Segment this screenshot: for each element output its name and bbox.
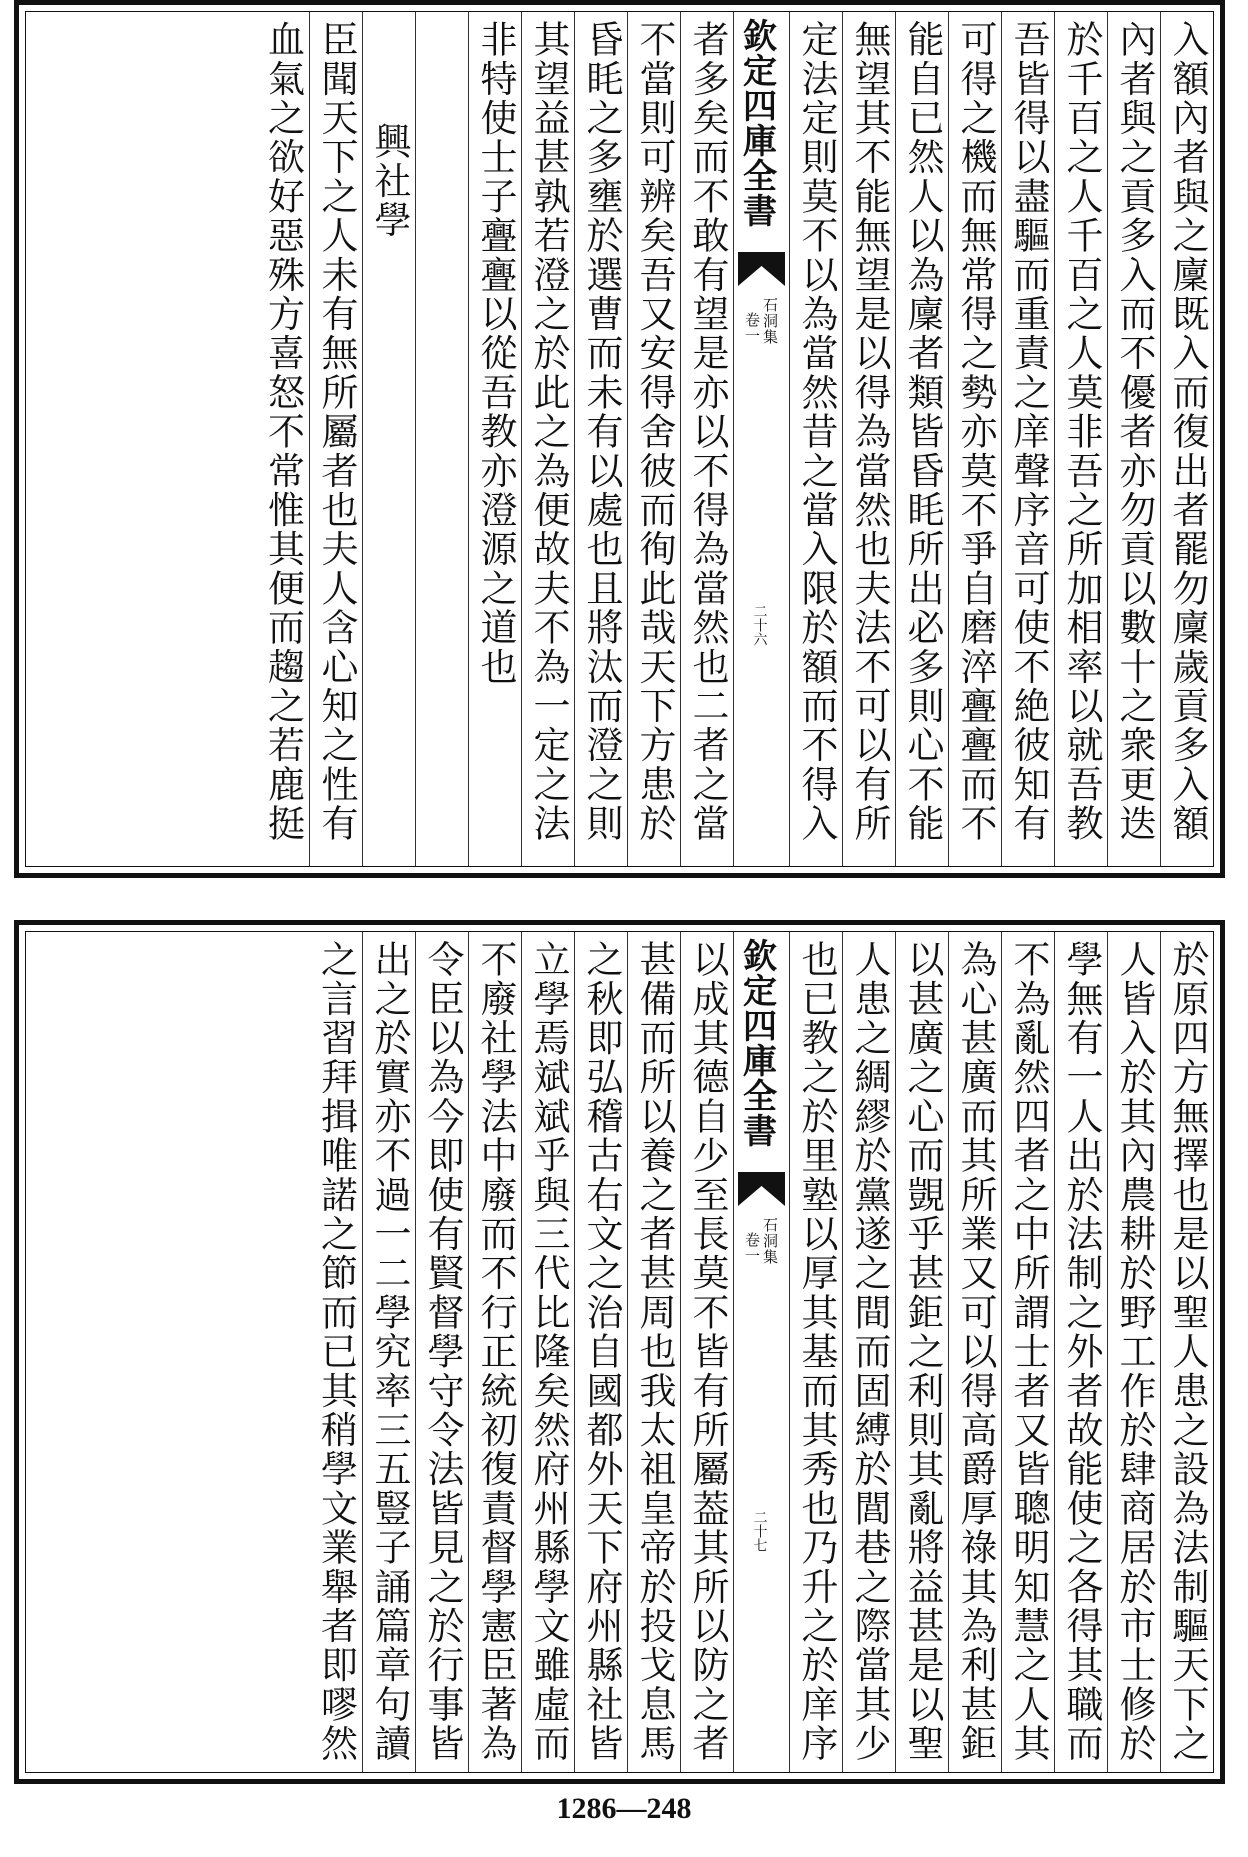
column-text: 不廢社學法中廢而不行正統初復責督學憲臣著為 bbox=[474, 940, 517, 1764]
text-column bbox=[521, 12, 574, 866]
column-text: 以成其德自少至長莫不皆有所屬葢其所以防之者 bbox=[686, 940, 729, 1764]
column-text: 臣聞天下之人未有無所屬者也夫人含心知之性有 bbox=[315, 20, 358, 844]
text-column bbox=[309, 12, 362, 866]
column-text: 定法定則莫不以為當然昔之當入限於額而不得入 bbox=[795, 20, 838, 844]
text-column bbox=[415, 932, 468, 1772]
text-column bbox=[789, 932, 842, 1772]
column-text: 為心甚廣而其所業又可以得高爵厚祿其為利甚鉅 bbox=[954, 940, 997, 1764]
bottom-page-frame bbox=[25, 931, 1214, 1773]
banner-page-number: 二十七 bbox=[751, 1510, 768, 1552]
center-banner bbox=[733, 932, 789, 1772]
text-column bbox=[1001, 12, 1054, 866]
text-column bbox=[1054, 12, 1107, 866]
column-text: 者多矣而不敢有望是亦以不得為當然也二者之當 bbox=[686, 20, 729, 844]
text-column bbox=[680, 932, 733, 1772]
column-text: 入額內者與之廩既入而復出者罷勿廩歲貢多入額 bbox=[1166, 20, 1209, 844]
banner-page-number: 二十六 bbox=[751, 604, 768, 646]
text-column bbox=[948, 12, 1001, 866]
text-column bbox=[1001, 932, 1054, 1772]
center-banner bbox=[733, 12, 789, 866]
column-text: 血氣之欲好惡殊方喜怒不常惟其便而趨之若鹿挺 bbox=[261, 20, 305, 844]
column-text: 之言習拜揖唯諾之節而已其稍學文業舉者即嘐然 bbox=[314, 940, 358, 1764]
text-column bbox=[680, 12, 733, 866]
column-text: 以甚廣之心而覬乎甚鉅之利則其亂將益甚是以聖 bbox=[901, 940, 944, 1764]
fishtail-mark-icon bbox=[738, 1172, 785, 1206]
footer-page-code: 1286—248 bbox=[556, 1792, 692, 1825]
text-column bbox=[362, 12, 415, 866]
text-column bbox=[468, 12, 521, 866]
column-text: 不為亂然四者之中所謂士者又皆聰明知慧之人其 bbox=[1007, 940, 1050, 1764]
text-column bbox=[468, 932, 521, 1772]
column-text: 人患之綢繆於黨遂之間而固縛於閭巷之際當其少 bbox=[848, 940, 891, 1764]
top-page-frame bbox=[25, 11, 1214, 867]
column-text: 也已教之於里塾以厚其基而其秀也乃升之於庠序 bbox=[795, 940, 838, 1764]
text-column bbox=[895, 932, 948, 1772]
column-text: 內者與之貢多入而不優者亦勿貢以數十之衆更迭 bbox=[1113, 20, 1156, 844]
text-column bbox=[1160, 12, 1213, 866]
banner-title: 欽定四庫全書 bbox=[736, 938, 777, 1148]
text-column bbox=[1107, 932, 1160, 1772]
banner-volume: 卷一 bbox=[743, 312, 761, 344]
column-text: 吾皆得以盡驅而重責之庠聲序音可使不絶彼知有 bbox=[1007, 20, 1050, 844]
column-text: 其望益甚孰若澄之於此之為便故夫不為一定之法 bbox=[527, 20, 570, 844]
text-column bbox=[574, 12, 627, 866]
text-column bbox=[842, 12, 895, 866]
column-text: 出之於實亦不過一二學究率三五豎子誦篇章句讀 bbox=[368, 940, 411, 1764]
text-column bbox=[895, 12, 948, 866]
column-text: 於千百之人千百之人莫非吾之所加相率以就吾教 bbox=[1060, 20, 1103, 844]
text-column bbox=[789, 12, 842, 866]
blank-column bbox=[415, 12, 468, 866]
banner-collection: 石洞集 bbox=[761, 1217, 779, 1265]
text-column bbox=[309, 932, 362, 1772]
column-text: 非特使士子亹亹以從吾教亦澄源之道也 bbox=[474, 20, 517, 687]
text-column bbox=[362, 932, 415, 1772]
text-column bbox=[1054, 932, 1107, 1772]
fishtail-mark-icon bbox=[738, 252, 785, 286]
column-text: 不當則可辨矣吾又安得舍彼而徇此哉天下方患於 bbox=[633, 20, 676, 844]
column-text: 昏眊之多壅於選曹而未有以處也且將汰而澄之則 bbox=[580, 20, 623, 844]
banner-title: 欽定四庫全書 bbox=[736, 18, 777, 228]
text-column bbox=[1107, 12, 1160, 866]
column-text: 於原四方無擇也是以聖人患之設為法制驅天下之 bbox=[1166, 940, 1209, 1764]
section-heading: 興社學 bbox=[368, 122, 411, 240]
banner-collection: 石洞集 bbox=[761, 297, 779, 345]
column-text: 學無有一人出於法制之外者故能使之各得其職而 bbox=[1060, 940, 1103, 1764]
text-column bbox=[948, 932, 1001, 1772]
text-column bbox=[1160, 932, 1213, 1772]
text-column bbox=[521, 932, 574, 1772]
column-text: 立學焉斌斌乎與三代比隆矣然府州縣學文雖虛而 bbox=[527, 940, 570, 1764]
top-page bbox=[14, 0, 1225, 878]
column-text: 之秋即弘稽古右文之治自國都外天下府州縣社皆 bbox=[580, 940, 623, 1764]
bottom-page bbox=[14, 920, 1225, 1784]
column-text: 甚備而所以養之者甚周也我太祖皇帝於投戈息馬 bbox=[633, 940, 676, 1764]
text-column bbox=[627, 12, 680, 866]
column-text: 無望其不能無望是以得為當然也夫法不可以有所 bbox=[848, 20, 891, 844]
column-text: 可得之機而無常得之勢亦莫不爭自磨淬亹亹而不 bbox=[954, 20, 997, 844]
column-text: 令臣以為今即使有賢督學守令法皆見之於行事皆 bbox=[421, 940, 464, 1764]
text-column bbox=[842, 932, 895, 1772]
text-column bbox=[574, 932, 627, 1772]
text-column bbox=[627, 932, 680, 1772]
banner-volume: 卷一 bbox=[743, 1232, 761, 1264]
text-column bbox=[256, 12, 309, 866]
column-text: 人皆入於其內農耕於野工作於肆商居於市士修於 bbox=[1113, 940, 1156, 1764]
column-text: 能自已然人以為廩者類皆昏眊所出必多則心不能 bbox=[901, 20, 944, 844]
